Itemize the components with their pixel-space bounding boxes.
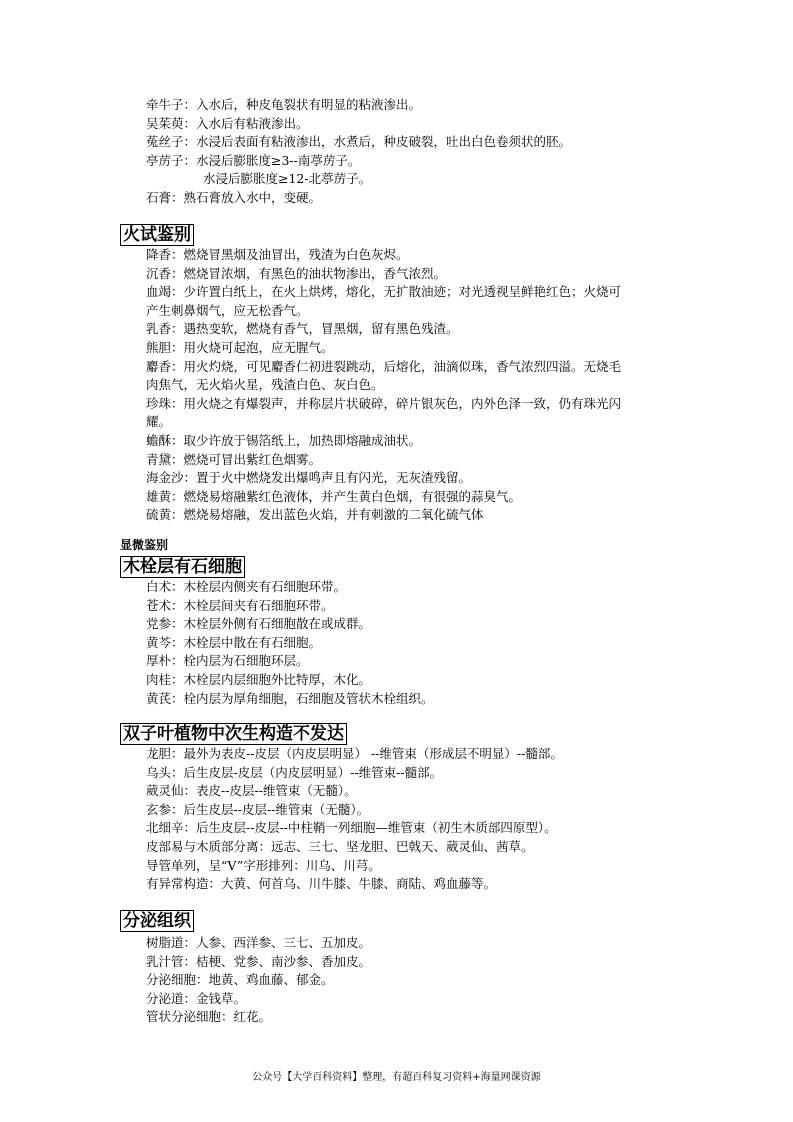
- list-item: 有异常构造：大黄、何首乌、川牛膝、牛膝、商陆、鸡血藤等。: [146, 876, 497, 892]
- section-heading-secretory-tissue: 分泌组织: [120, 910, 194, 932]
- list-item: 沉香：燃烧冒浓烟，有黑色的油状物渗出，香气浓烈。: [146, 265, 447, 281]
- list-item: 分泌细胞：地黄、鸡血藤、郁金。: [146, 972, 334, 988]
- list-item: 血竭：少许置白纸上，在火上烘烤，熔化，无扩散油迹；对光透视呈鲜艳红色；火烧可: [146, 284, 622, 300]
- list-item: 菟丝子：水浸后表面有粘液渗出，水煮后，种皮破裂，吐出白色卷须状的胚。: [146, 134, 572, 150]
- list-item: 导管单列，呈“V”字形排列：川乌、川芎。: [146, 857, 381, 873]
- list-item: 皮部易与木质部分离：远志、三七、坚龙胆、巴戟天、葳灵仙、茜草。: [146, 838, 534, 854]
- section-heading-microscopic: 显微鉴别: [120, 538, 169, 552]
- list-item: 龙胆：最外为表皮--皮层（内皮层明显） --维管束（形成层不明显）--髓部。: [146, 746, 563, 761]
- list-item: 葳灵仙：表皮--皮层--维管束（无髓）。: [146, 783, 357, 799]
- list-item: 水浸后膨胀度≥12-北葶苈子。: [203, 171, 372, 187]
- list-item: 雄黄：燃烧易熔融紫红色液体，并产生黄白色烟，有很强的蒜臭气。: [146, 488, 522, 504]
- list-item: 肉桂：木栓层内层细胞外比特厚，木化。: [146, 671, 372, 687]
- list-item: 亭苈子：水浸后膨胀度≥3--南葶苈子。: [146, 152, 361, 168]
- list-item: 海金沙：置于火中燃烧发出爆鸣声且有闪光，无灰渣残留。: [146, 470, 472, 486]
- list-item: 吴茱萸：入水后有粘液渗出。: [146, 115, 309, 131]
- list-item: 北细辛：后生皮层--皮层--中柱鞘一列细胞—维管束（初生木质部四原型）。: [146, 820, 557, 836]
- list-item: 降香：燃烧冒黑烟及油冒出，残渣为白色灰烬。: [146, 247, 409, 262]
- section-heading-dicot-structure: 双子叶植物中次生构造不发达: [120, 723, 347, 745]
- list-item: 管状分泌细胞：红花。: [146, 1009, 272, 1025]
- list-item: 黄芩：木栓层中散在有石细胞。: [146, 634, 322, 650]
- list-item: 乳香：遇热变软，燃烧有香气，冒黑烟，留有黑色残渣。: [146, 321, 459, 337]
- list-item: 苍术：木栓层间夹有石细胞环带。: [146, 597, 334, 613]
- list-item: 厚朴：栓内层为石细胞环层。: [146, 653, 309, 669]
- list-item: 乳汁管：桔梗、党参、南沙参、香加皮。: [146, 953, 372, 969]
- list-item: 石膏：熟石膏放入水中，变硬。: [146, 189, 322, 205]
- list-item: 党参：木栓层外侧有石细胞散在或成群。: [146, 616, 372, 632]
- page-footer: 公众号【大学百科资料】整理，有超百科复习资料+海量网课资源: [252, 1072, 541, 1083]
- list-item: 肉焦气，无火焰火星，残渣白色、灰白色。: [146, 377, 384, 393]
- list-item: 黄芪：栓内层为厚角细胞，石细胞及管状木栓组织。: [146, 690, 434, 706]
- list-item: 玄参：后生皮层--皮层--维管束（无髓）。: [146, 801, 370, 817]
- section-heading-cork-stone-cells: 木栓层有石细胞: [120, 556, 245, 578]
- list-item: 麝香：用火灼烧，可见麝香仁初进裂跳动，后熔化，油滴似珠，香气浓烈四溢。无烧毛: [146, 358, 622, 374]
- list-item: 乌头：后生皮层-皮层（内皮层明显）--维管束--髓部。: [146, 764, 443, 780]
- list-item: 树脂道：人参、西洋参、三七、五加皮。: [146, 935, 372, 950]
- list-item: 珍珠：用火烧之有爆裂声，并称层片状破碎，碎片银灰色，内外色泽一致，仍有珠光闪: [146, 395, 622, 411]
- cork-stone-list: [146, 578, 686, 708]
- section-heading-fire-test: 火试鉴别: [120, 224, 194, 246]
- dicot-list: [146, 745, 686, 894]
- list-item: 蟾酥：取少许放于锡箔纸上，加热即熔融成油状。: [146, 432, 422, 448]
- list-item: 产生刺鼻烟气，应无松香气。: [146, 302, 309, 318]
- fire-test-list: [146, 246, 686, 525]
- list-item: 牵牛子：入水后，种皮龟裂状有明显的粘液渗出。: [146, 97, 422, 112]
- list-item: 耀。: [146, 414, 172, 430]
- list-item: 熊胆：用火烧可起泡，应无腥气。: [146, 339, 334, 355]
- list-item: 硫黄：燃烧易熔融，发出蓝色火焰，并有刺激的二氧化硫气体: [146, 507, 484, 523]
- list-item: 白术：木栓层内侧夹有石细胞环带。: [146, 579, 347, 594]
- list-item: 分泌道：金钱草。: [146, 990, 247, 1006]
- list-item: 青黛：燃烧可冒出紫红色烟雾。: [146, 451, 322, 467]
- water-test-list: [146, 96, 686, 208]
- secretory-list: [146, 934, 686, 1027]
